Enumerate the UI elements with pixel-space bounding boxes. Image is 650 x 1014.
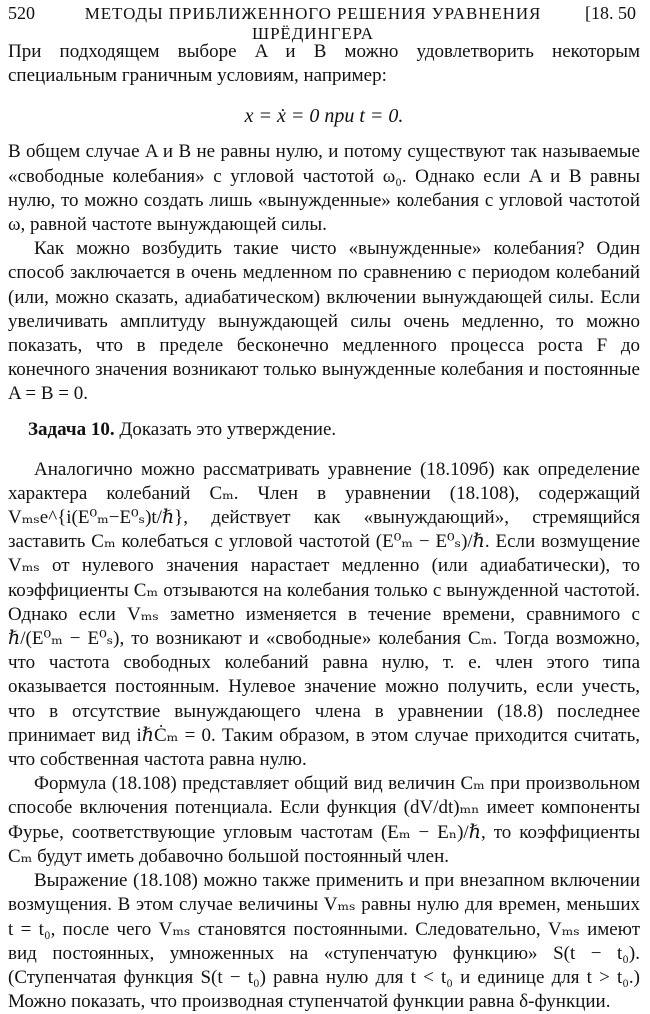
task-label: Задача 10. [28, 418, 115, 440]
task-statement [28, 418, 640, 442]
page-body [8, 40, 640, 1014]
paragraph-analogy: Аналогично можно рассматривать уравнение (18.109б) как определение характера колебаний Cₘ. Член в уравнении (18.108), содержащий Vₘₛe^{i(E⁰ₘ−E⁰ₛ)t/ℏ}, действует как «вынуждающий», стремящийся заставить Cₘ колебаться с угловой частотой (E⁰ₘ − E⁰ₛ)/ℏ. Если возмущение Vₘₛ от нулевого значения нарастает медленно (или адиабатически), то коэффициенты Cₘ отзываются на колебания только с вынужденной частотой. Однако если Vₘₛ заметно изменяется в течение времени, сравнимого с ℏ/(E⁰ₘ − E⁰ₛ), то возникают и «свободные» колебания Cₘ. Тогда возможно, что частота свободных колебаний равна нулю, т. е. член этого типа оказывается постоянным. Нулевое значение можно получить, если учесть, что в отсутствие вынуждающего члена в уравнении (18.8) последнее принимает вид iℏĊₘ = 0. Таким образом, в этом случае приходится считать, что собственная частота равна нулю. [8, 458, 640, 771]
paragraph-forced-oscillations: Как можно возбудить такие чисто «вынужденные» колебания? Один способ заключается в очень медленном по сравнению с периодом колебаний (или, можно сказать, адиабатическом) включении вынуждающей силы. Если увеличивать амплитуду вынуждающей силы очень медленно, то можно показать, что в пределе бесконечно медленного процесса роста F до конечного значения возникают только вынужденные колебания и постоянные A = B = 0. [8, 238, 640, 405]
formula-initial-conditions: x = ẋ = 0 при t = 0. [244, 105, 404, 128]
paragraph-general-form: Формула (18.108) представляет общий вид величин Cₘ при произвольном способе включения потенциала. Если функция (dV/dt)ₘₙ имеет компоненты Фурье, соответствующие угловым частотам (Eₘ − Eₙ)/ℏ, то коэффициенты Cₘ будут иметь добавочно большой постоянный член. [8, 773, 640, 867]
section-number: [18. 50 [585, 3, 636, 23]
running-title: МЕТОДЫ ПРИБЛИЖЕННОГО РЕШЕНИЯ УРАВНЕНИЯ ШРЁДИНГЕРА [84, 4, 542, 43]
task-text: Доказать это утверждение. [119, 418, 337, 440]
paragraph-sudden-switch: Выражение (18.108) можно также применить и при внезапном включении возмущения. В этом случае величины Vₘₛ равны нулю для времен, меньших t = t₀, после чего Vₘₛ становятся постоянными. Следовательно, Vₘₛ имеют вид постоянных, умноженных на «ступенчатую функцию» S(t − t₀). (Ступенчатая функция S(t − t₀) равна нулю для t < t₀ и единице для t > t₀.) Можно показать, что производная ступенчатой функции равна δ-функции. [8, 870, 640, 1013]
paragraph-boundary-conditions: При подходящем выборе A и B можно удовлетворить некоторым специальным граничным условиям, например: [8, 41, 640, 87]
running-header [8, 3, 636, 43]
paragraph-free-oscillations: В общем случае A и B не равны нулю, и потому существуют так называемые «свободные колебания» с угловой частотой ω₀. Однако если A и B равны нулю, то можно создать лишь «вынужденные» колебания с угловой частотой ω, равной частоте вынуждающей силы. [8, 141, 640, 236]
page-number: 520 [8, 3, 35, 23]
